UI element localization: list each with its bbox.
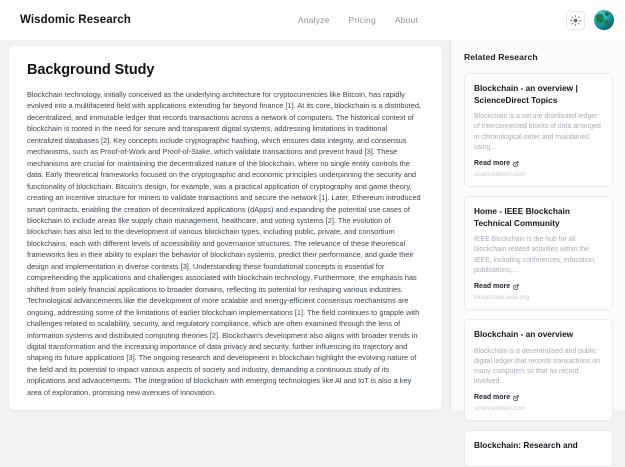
card-domain: blockchain.ieee.org: [474, 294, 530, 301]
card-title: Blockchain - an overview: [474, 329, 574, 339]
page-title: Background Study: [27, 62, 155, 78]
brand-logo[interactable]: Wisdomic Research: [20, 14, 131, 26]
related-research-sidebar: [450, 40, 625, 451]
related-research-card[interactable]: [464, 319, 613, 421]
related-research-card[interactable]: [464, 73, 613, 187]
user-avatar[interactable]: [594, 10, 614, 30]
read-more-label: Read more: [474, 394, 511, 402]
card-snippet: IEEE Blockchain is the hub for all blockchain related activities within the IEEE, including conferences, education, publications,...: [474, 236, 596, 274]
nav-item-pricing[interactable]: Pricing: [348, 15, 376, 25]
card-domain: sciencedirect.com: [474, 171, 526, 178]
card-title: Blockchain: Research and: [474, 440, 578, 451]
globe-landmass: [605, 12, 609, 16]
read-more-link[interactable]: [474, 160, 603, 167]
read-more-label: Read more: [474, 283, 511, 290]
theme-toggle-button[interactable]: [566, 11, 585, 30]
read-more-link[interactable]: [474, 394, 603, 401]
external-link-icon: [513, 395, 519, 401]
external-link-icon: [513, 284, 519, 290]
globe-landmass: [603, 19, 611, 27]
card-domain: sciencedirect.com: [474, 405, 526, 413]
card-snippet: Blockchain is a decentralised and public digital ledger that records transactions on many computers so that no record involved...: [474, 347, 601, 386]
read-more-link[interactable]: [474, 283, 603, 290]
sidebar-heading: Related Research: [464, 52, 538, 62]
nav-item-analyze[interactable]: Analyze: [297, 15, 330, 25]
main-content-wrapper: [0, 40, 450, 410]
external-link-icon: [513, 161, 519, 167]
nav-item-about[interactable]: About: [394, 15, 419, 25]
card-title: Home - IEEE Blockchain Technical Community: [474, 206, 570, 228]
header-actions: [566, 10, 614, 30]
sun-icon: [570, 15, 581, 26]
document-panel: [9, 46, 442, 410]
document-paragraph: Blockchain technology, initially conceived as the underlying architecture for cryptocurrencies like Bitcoin, has rapidly evolved into a multifaceted field with applications extending far beyond finance [1]. At its core, blockchain is a distributed, decentralized, and immutable ledger that records transactions across a network of computers. The historical context of blockchain is rooted in the need for secure and transparent digital systems, addressing limitations in traditional centralized databases [2]. Key concepts include cryptographic hashing, which ensures data integrity, and consensus mechanisms, such as Proof-of-Work and Proof-of-Stake, which validate transactions and prevent fraud [3]. These mechanisms are crucial for maintaining the decentralized nature of the blockchain, where no single entity controls the data. Early theoretical frameworks focused on the cryptographic and economic principles underpinning the security and functionality of blockchain. Bitcoin's design, for example, was a practical application of cryptography and game theory, creating an incentive structure for miners to validate transactions and secure the network [1]. Later, Ethereum introduced smart contracts, enabling the creation of decentralized applications (dApps) and expanding the potential use cases of blockchain to include areas like supply chain management, healthcare, and voting systems [2]. The evolution of blockchain has also led to the development of various blockchain types, including public, private, and consortium blockchains, each with different levels of accessibility and governance structures. The relevance of these theoretical frameworks lies in their ability to explain the behavior of blockchain systems, predict their performance, and guide their design and implementation in diverse contexts [3]. Understanding these foundational concepts is essential for comprehending the applications and challenges associated with blockchain technology. Furthermore, the emphasis has shifted from solely financial applications to broader domains, reflecting its potential for reshaping various industries. Technological advancements like the development of more scalable and energy-efficient consensus mechanisms are ongoing, addressing some of the limitations of earlier blockchain implementations [1]. The field continues to grapple with challenges related to scalability, security, and regulatory compliance, which are often examined through the lens of information systems and distributed computing theories [2]. Blockchain's development also aligns with broader trends in digital transformation and the increasing importance of data privacy and security, further influencing its trajectory and shaping its future applications [3]. The ongoing research and development in blockchain highlight the evolving nature of the field and its potential to impact various aspects of society and industry, demanding a continuous study of its implications and advancements. The integration of blockchain with emerging technologies like Al and IoT is also a key area of exploration, promising new avenues of innovation.: [27, 90, 421, 397]
related-research-card[interactable]: [464, 196, 613, 310]
card-title: Blockchain - an overview | ScienceDirect Topics: [474, 83, 578, 105]
page-body: [0, 40, 625, 451]
app-header: [0, 0, 625, 40]
read-more-label: Read more: [474, 160, 511, 167]
main-navigation: [298, 15, 418, 25]
related-research-card[interactable]: [464, 430, 613, 467]
card-snippet: Blockchain is a secure distributed ledger of interconnected blocks of data arranged in chronological order and maintained using...: [474, 113, 601, 151]
